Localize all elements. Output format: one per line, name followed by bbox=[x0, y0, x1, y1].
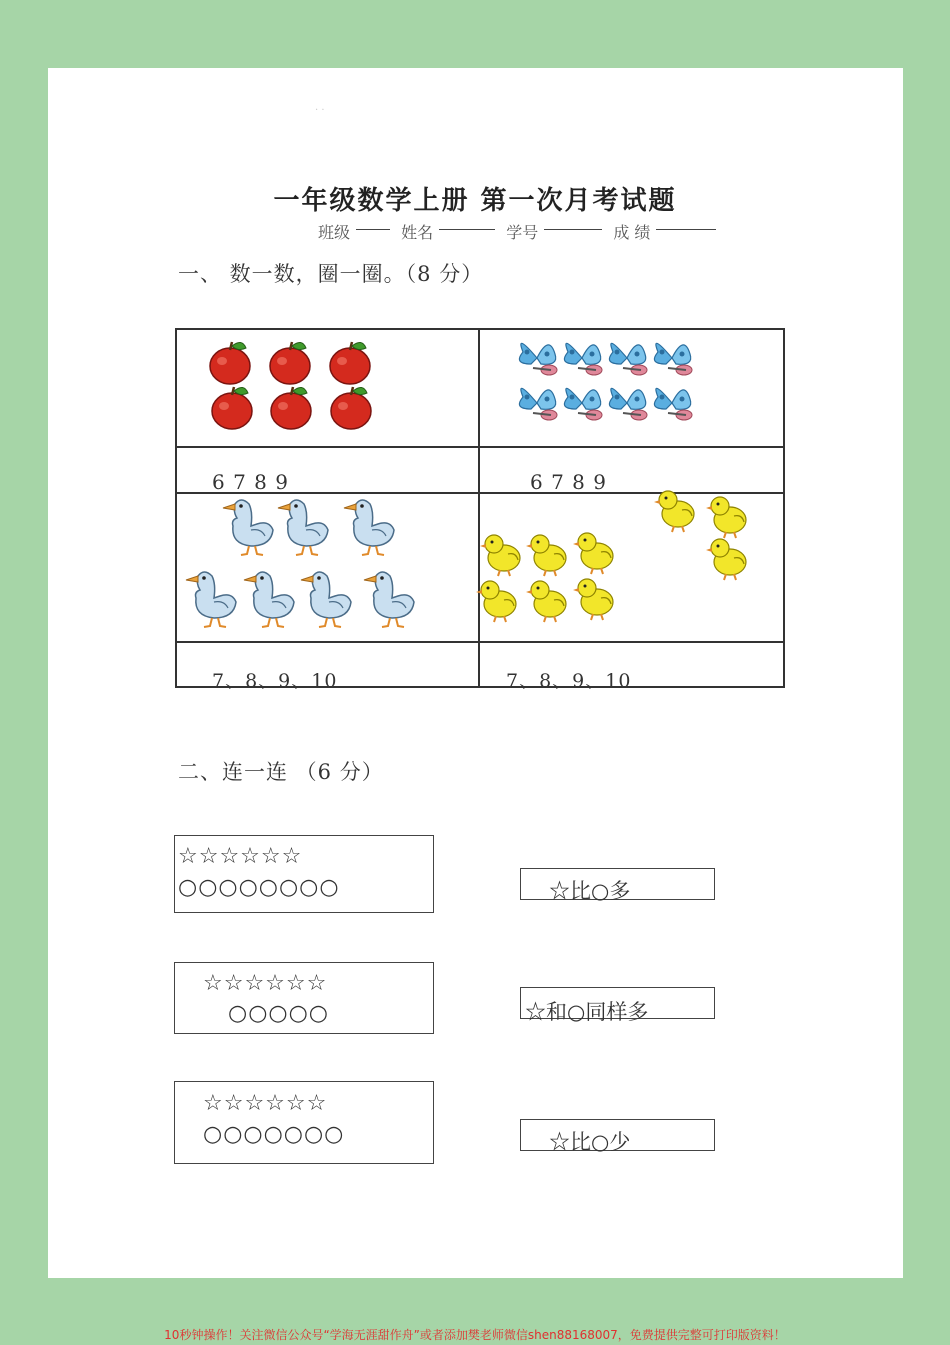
table-divider bbox=[175, 446, 785, 448]
number-options[interactable]: 7、8、9、10 bbox=[212, 670, 338, 692]
stars-row: ☆☆☆☆☆☆ bbox=[203, 1091, 328, 1116]
number-options[interactable]: 6 7 8 9 bbox=[530, 470, 607, 494]
section1-heading: 一、 数一数，圈一圈。（8 分） bbox=[178, 262, 484, 286]
section2-heading: 二、连一连 （6 分） bbox=[178, 760, 384, 784]
page-title: 一年级数学上册 第一次月考试题 bbox=[273, 186, 677, 216]
promo-footer: 10秒钟操作！关注微信公众号“学海无涯甜作舟”或者添加樊老师微信shen88168007，免费提供完整可打印版资料！ bbox=[164, 1328, 786, 1342]
symbol-group-box[interactable] bbox=[174, 835, 434, 913]
number-options[interactable]: 7、8、9、10 bbox=[506, 670, 632, 692]
score-blank[interactable] bbox=[656, 229, 716, 230]
answer-text: ☆比○多 bbox=[549, 879, 631, 903]
number-blank[interactable] bbox=[544, 229, 602, 230]
symbol-group-box[interactable] bbox=[174, 1081, 434, 1164]
circles-row: ○○○○○○○○ bbox=[178, 875, 340, 900]
answer-box[interactable] bbox=[520, 1119, 715, 1154]
table-border-left bbox=[175, 328, 177, 688]
table-divider bbox=[175, 641, 785, 643]
counting-table bbox=[175, 328, 785, 688]
circles-row: ○○○○○○○ bbox=[203, 1122, 345, 1147]
circles-row: ○○○○○ bbox=[228, 1001, 329, 1026]
score-label: 成 绩 bbox=[613, 223, 651, 242]
answer-box[interactable] bbox=[520, 868, 715, 903]
name-label: 姓名 bbox=[401, 223, 434, 242]
table-border-right bbox=[783, 328, 785, 688]
answer-text: ☆和○同样多 bbox=[525, 1000, 649, 1024]
class-label: 班级 bbox=[318, 223, 351, 242]
answer-text: ☆比○少 bbox=[549, 1130, 631, 1154]
student-info-line bbox=[318, 220, 722, 243]
symbol-group-box[interactable] bbox=[174, 962, 434, 1034]
class-blank[interactable] bbox=[356, 229, 390, 230]
stars-row: ☆☆☆☆☆☆ bbox=[203, 971, 328, 996]
table-border-top bbox=[175, 328, 785, 330]
page-marker: · · bbox=[315, 105, 325, 116]
number-options[interactable]: 6 7 8 9 bbox=[212, 470, 289, 494]
answer-box[interactable] bbox=[520, 987, 715, 1024]
stars-row: ☆☆☆☆☆☆ bbox=[178, 844, 303, 869]
table-divider-vertical bbox=[478, 328, 480, 688]
number-label: 学号 bbox=[506, 223, 539, 242]
name-blank[interactable] bbox=[439, 229, 495, 230]
